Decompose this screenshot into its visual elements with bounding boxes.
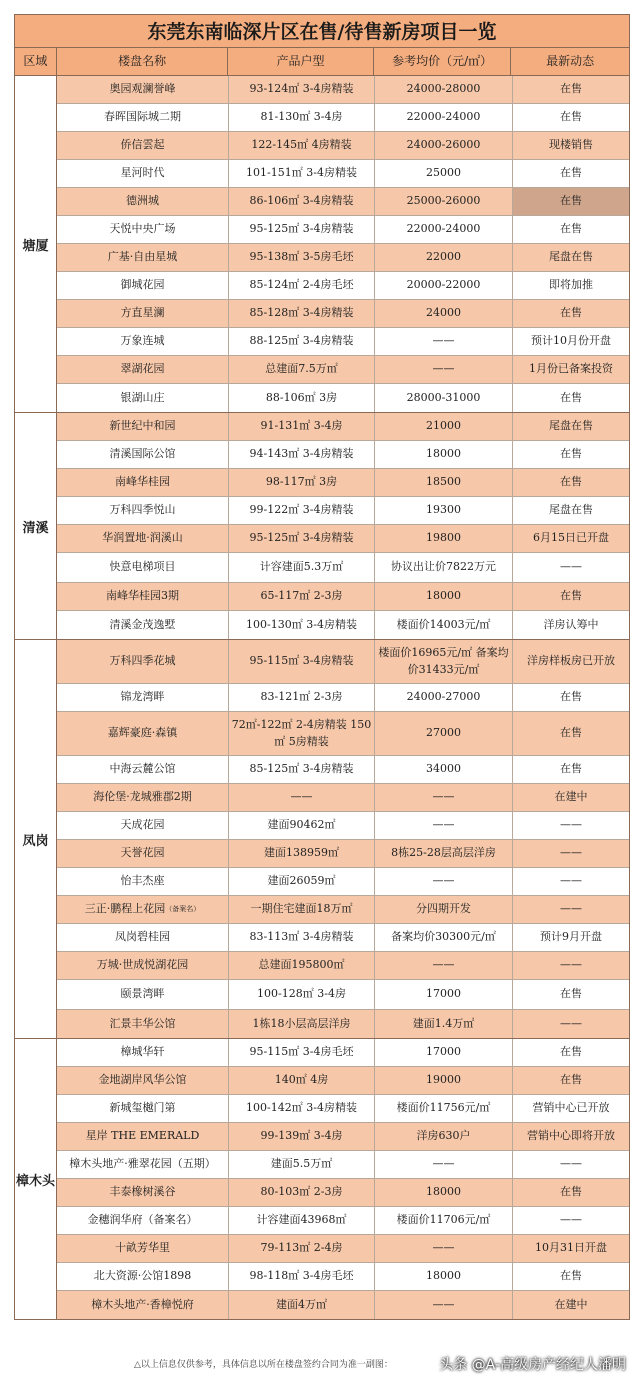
- table-row: [57, 469, 629, 497]
- latest-status: 营销中心已开放: [532, 1101, 610, 1115]
- region-label: 凤岗: [15, 640, 57, 1038]
- project-name: [57, 1291, 229, 1319]
- project-name: [57, 1123, 229, 1150]
- reference-price: 22000-24000: [375, 104, 513, 131]
- table-row: [57, 1095, 629, 1123]
- reference-price: 备案均价30300元/㎡: [375, 924, 513, 951]
- table-row: [57, 896, 629, 924]
- project-name-text: 北大资源·公馆1898: [93, 1269, 192, 1283]
- project-name-text: 怡丰杰座: [120, 874, 165, 888]
- table-row: [57, 1291, 629, 1319]
- reference-price: 21000: [375, 413, 513, 440]
- table-row: [57, 924, 629, 952]
- header-region: 区域: [15, 48, 57, 75]
- product-type: 72㎡-122㎡ 2-4房精装 150㎡ 5房精装: [229, 712, 375, 755]
- reference-price: 19800: [375, 525, 513, 552]
- region-group: [14, 413, 630, 640]
- project-name-text: 清溪金茂逸墅: [109, 617, 176, 631]
- project-name-text: 嘉辉豪庭·森镇: [107, 726, 178, 740]
- product-type: 85-125㎡ 3-4房精装: [229, 756, 375, 783]
- project-name-text: 中海云麓公馆: [109, 762, 176, 776]
- reference-price: 18000: [375, 1263, 513, 1290]
- latest-status: 现楼销售: [549, 138, 593, 152]
- product-type: 95-115㎡ 3-4房精装: [229, 640, 375, 683]
- product-type: 85-128㎡ 3-4房精装: [229, 300, 375, 327]
- reference-price: ——: [375, 784, 513, 811]
- product-type: 95-115㎡ 3-4房毛坯: [229, 1039, 375, 1066]
- product-type: 80-103㎡ 2-3房: [229, 1179, 375, 1206]
- project-name: [57, 328, 229, 355]
- project-name: [57, 952, 229, 979]
- reference-price: 建面1.4万㎡: [375, 1010, 513, 1038]
- table-row: [57, 1235, 629, 1263]
- product-type: 98-118㎡ 3-4房毛坯: [229, 1263, 375, 1290]
- product-type: 91-131㎡ 3-4房: [229, 413, 375, 440]
- table-row: [57, 980, 629, 1010]
- region-label: 塘厦: [15, 76, 57, 412]
- product-type: 95-138㎡ 3-5房毛坯: [229, 244, 375, 271]
- table-row: [57, 952, 629, 980]
- latest-status: 尾盘在售: [549, 250, 593, 264]
- table-row: [57, 413, 629, 441]
- product-type: 79-113㎡ 2-4房: [229, 1235, 375, 1262]
- table-row: [57, 784, 629, 812]
- region-group: [14, 640, 630, 1039]
- latest-status: ——: [560, 1016, 582, 1030]
- latest-status: 10月31日开盘: [535, 1241, 607, 1255]
- latest-status: 洋房认筹中: [543, 617, 599, 631]
- project-name-text: 华润置地·润溪山: [102, 531, 183, 545]
- reference-price: 18500: [375, 469, 513, 496]
- latest-status: 在建中: [554, 1297, 588, 1311]
- latest-status: 即将加推: [549, 278, 593, 292]
- project-name-text: 天誉花园: [120, 846, 165, 860]
- project-name-text: 海伦堡·龙城雅郡2期: [93, 790, 192, 804]
- project-name-text: 丰泰橡树溪谷: [109, 1185, 176, 1199]
- reference-price: 18000: [375, 441, 513, 468]
- latest-status: ——: [560, 958, 582, 972]
- project-name-text: 新城玺樾门第: [109, 1101, 176, 1115]
- project-name: [57, 712, 229, 755]
- project-name-text: 颐景湾畔: [120, 987, 165, 1001]
- latest-status: 在售: [560, 690, 582, 704]
- product-type: 98-117㎡ 3房: [229, 469, 375, 496]
- project-name-text: 金地湖岸风华公馆: [98, 1073, 187, 1087]
- latest-status: ——: [560, 1157, 582, 1171]
- table-row: [57, 328, 629, 356]
- project-name: [57, 924, 229, 951]
- table-row: [57, 104, 629, 132]
- product-type: 建面5.5万㎡: [229, 1151, 375, 1178]
- latest-status: 营销中心即将开放: [527, 1129, 615, 1143]
- project-name: [57, 1207, 229, 1234]
- latest-status: 预计10月份开盘: [531, 334, 611, 348]
- latest-status: ——: [560, 560, 582, 574]
- product-type: 140㎡ 4房: [229, 1067, 375, 1094]
- project-name-text: 广基·自由星城: [107, 250, 178, 264]
- project-name: [57, 980, 229, 1009]
- project-name: [57, 188, 229, 215]
- table-row: [57, 525, 629, 553]
- project-name: [57, 356, 229, 383]
- project-name: [57, 469, 229, 496]
- reference-price: ——: [375, 812, 513, 839]
- project-name-text: 樟木头地产·香樟悦府: [91, 1297, 194, 1311]
- footer: [14, 1352, 630, 1378]
- project-name-text: 德洲城: [126, 194, 159, 208]
- latest-status: 在建中: [554, 790, 588, 804]
- latest-status: 在售: [560, 475, 582, 489]
- region-group: [14, 1039, 630, 1320]
- product-type: 88-106㎡ 3房: [229, 384, 375, 412]
- product-type: 建面90462㎡: [229, 812, 375, 839]
- header-type: 产品户型: [228, 48, 374, 75]
- project-name: [57, 76, 229, 103]
- table-row: [57, 583, 629, 611]
- table-row: [57, 840, 629, 868]
- reference-price: 19300: [375, 497, 513, 524]
- project-name-text: 银湖山庄: [120, 390, 165, 404]
- table-row: [57, 812, 629, 840]
- reference-price: 25000: [375, 160, 513, 187]
- product-type: 建面26059㎡: [229, 868, 375, 895]
- project-name-text: 樟城华轩: [120, 1045, 165, 1059]
- reference-price: 22000: [375, 244, 513, 271]
- latest-status: 在售: [560, 1045, 582, 1059]
- reference-price: ——: [375, 1291, 513, 1319]
- product-type: 83-121㎡ 2-3房: [229, 684, 375, 711]
- project-name: [57, 1263, 229, 1290]
- product-type: 建面4万㎡: [229, 1291, 375, 1319]
- watermark: 头条 @A-高级房产经纪人潘明: [439, 1357, 626, 1373]
- header-name: 楼盘名称: [57, 48, 228, 75]
- latest-status: 尾盘在售: [549, 503, 593, 517]
- project-name-tag: （备案名）: [165, 905, 201, 914]
- project-name: [57, 1151, 229, 1178]
- latest-status: ——: [560, 846, 582, 860]
- product-type: 95-125㎡ 3-4房精装: [229, 525, 375, 552]
- reference-price: 24000: [375, 300, 513, 327]
- product-type: 88-125㎡ 3-4房精装: [229, 328, 375, 355]
- project-name: [57, 525, 229, 552]
- reference-price: 18000: [375, 583, 513, 610]
- product-type: 99-122㎡ 3-4房精装: [229, 497, 375, 524]
- project-name-text: 天成花园: [120, 818, 165, 832]
- reference-price: 洋房630户: [375, 1123, 513, 1150]
- project-name: [57, 684, 229, 711]
- table-row: [57, 272, 629, 300]
- product-type: 93-124㎡ 3-4房精装: [229, 76, 375, 103]
- project-name-text: 侨信雲起: [120, 138, 165, 152]
- product-type: 85-124㎡ 2-4房毛坯: [229, 272, 375, 299]
- project-name: [57, 132, 229, 159]
- latest-status: 在售: [560, 447, 582, 461]
- project-name: [57, 160, 229, 187]
- table-row: [57, 244, 629, 272]
- table-row: [57, 1010, 629, 1038]
- table-row: [57, 1151, 629, 1179]
- region-label: 清溪: [15, 413, 57, 639]
- product-type: 101-151㎡ 3-4房精装: [229, 160, 375, 187]
- project-name: [57, 1179, 229, 1206]
- project-name: [57, 784, 229, 811]
- table-row: [57, 76, 629, 104]
- project-name-text: 翠湖花园: [120, 362, 165, 376]
- reference-price: 17000: [375, 980, 513, 1009]
- table-row: [57, 132, 629, 160]
- project-name: [57, 553, 229, 582]
- product-type: 计容建面43968㎡: [229, 1207, 375, 1234]
- latest-status: 在售: [560, 1073, 582, 1087]
- reference-price: 19000: [375, 1067, 513, 1094]
- project-name-text: 方直星澜: [120, 306, 165, 320]
- project-name-text: 锦龙湾畔: [120, 690, 165, 704]
- product-type: 总建面195800㎡: [229, 952, 375, 979]
- product-type: 99-139㎡ 3-4房: [229, 1123, 375, 1150]
- table-row: [57, 1067, 629, 1095]
- latest-status: 1月份已备案投资: [529, 362, 613, 376]
- table-row: [57, 868, 629, 896]
- product-type: 100-142㎡ 3-4房精装: [229, 1095, 375, 1122]
- latest-status: 在售: [560, 222, 582, 236]
- project-name: [57, 216, 229, 243]
- latest-status: 6月15日已开盘: [533, 531, 609, 545]
- reference-price: ——: [375, 328, 513, 355]
- project-name-text: 南峰华桂园3期: [106, 589, 179, 603]
- product-type: 计容建面5.3万㎡: [229, 553, 375, 582]
- table-row: [57, 356, 629, 384]
- reference-price: 20000-22000: [375, 272, 513, 299]
- project-name-text: 汇景丰华公馆: [109, 1016, 176, 1030]
- project-name-text: 南峰华桂园: [115, 475, 170, 489]
- project-name: [57, 812, 229, 839]
- project-name: [57, 1010, 229, 1038]
- latest-status: 在售: [560, 726, 582, 740]
- table-row: [57, 216, 629, 244]
- table-row: [57, 756, 629, 784]
- latest-status: 在售: [513, 188, 629, 215]
- latest-status: ——: [560, 1213, 582, 1227]
- reference-price: 楼面价11756元/㎡: [375, 1095, 513, 1122]
- latest-status: 预计9月开盘: [540, 930, 602, 944]
- latest-status: 在售: [560, 110, 582, 124]
- project-name-text: 万科四季花城: [109, 654, 176, 668]
- latest-status: 在售: [560, 166, 582, 180]
- table-row: [57, 160, 629, 188]
- product-type: 94-143㎡ 3-4房精装: [229, 441, 375, 468]
- latest-status: ——: [560, 902, 582, 916]
- header-status: 最新动态: [546, 54, 595, 68]
- project-name: [57, 413, 229, 440]
- latest-status: ——: [560, 818, 582, 832]
- reference-price: 18000: [375, 1179, 513, 1206]
- reference-price: 8栋25-28层高层洋房: [375, 840, 513, 867]
- reference-price: 17000: [375, 1039, 513, 1066]
- product-type: 122-145㎡ 4房精装: [229, 132, 375, 159]
- reference-price: ——: [375, 868, 513, 895]
- project-name: [57, 1095, 229, 1122]
- project-name: [57, 384, 229, 412]
- reference-price: 协议出让价7822万元: [375, 553, 513, 582]
- product-type: 65-117㎡ 2-3房: [229, 583, 375, 610]
- project-name: [57, 497, 229, 524]
- project-name: [57, 1235, 229, 1262]
- header-price: 参考均价（元/㎡）: [374, 48, 512, 75]
- latest-status: 洋房样板房已开放: [527, 654, 615, 668]
- reference-price: 分四期开发: [375, 896, 513, 923]
- reference-price: ——: [375, 356, 513, 383]
- project-name-text: 清溪国际公馆: [109, 447, 176, 461]
- project-name-text: 御城花园: [120, 278, 165, 292]
- project-name: [57, 756, 229, 783]
- latest-status: 尾盘在售: [549, 419, 593, 433]
- table-title: 东莞东南临深片区在售/待售新房项目一览: [14, 14, 630, 48]
- latest-status: 在售: [560, 1185, 582, 1199]
- project-name: [57, 300, 229, 327]
- product-type: 1栋18小层高层洋房: [229, 1010, 375, 1038]
- reference-price: 24000-27000: [375, 684, 513, 711]
- table-row: [57, 384, 629, 412]
- project-name-text: 新世纪中和园: [109, 419, 176, 433]
- reference-price: ——: [375, 1235, 513, 1262]
- project-name-text: 星岸 THE EMERALD: [85, 1129, 200, 1143]
- reference-price: 楼面价14003元/㎡: [375, 611, 513, 639]
- project-name-text: 快意电梯项目: [109, 560, 176, 574]
- project-name-text: 金穗润华府（备案名）: [87, 1213, 198, 1227]
- project-name-text: 三正·鹏程上花园: [84, 902, 166, 916]
- footer-note: △以上信息仅供参考，具体信息以所在楼盘签约合同为准一副图：: [134, 1360, 393, 1370]
- product-type: ——: [229, 784, 375, 811]
- latest-status: 在售: [560, 987, 582, 1001]
- project-name: [57, 104, 229, 131]
- reference-price: 28000-31000: [375, 384, 513, 412]
- latest-status: 在售: [560, 82, 582, 96]
- table-row: [57, 712, 629, 756]
- product-type: 一期住宅建面18万㎡: [229, 896, 375, 923]
- table-body: [14, 76, 630, 1320]
- reference-price: 楼面价16965元/㎡ 备案均价31433元/㎡: [375, 640, 513, 683]
- reference-price: 楼面价11706元/㎡: [375, 1207, 513, 1234]
- project-name: [57, 1067, 229, 1094]
- latest-status: 在售: [560, 390, 582, 404]
- project-name: [57, 896, 229, 923]
- reference-price: ——: [375, 952, 513, 979]
- latest-status: 在售: [560, 306, 582, 320]
- table-row: [57, 497, 629, 525]
- project-name-text: 奥园观澜誉峰: [109, 82, 176, 96]
- project-name: [57, 272, 229, 299]
- latest-status: 在售: [560, 589, 582, 603]
- table-row: [57, 611, 629, 639]
- table-row: [57, 640, 629, 684]
- product-type: 81-130㎡ 3-4房: [229, 104, 375, 131]
- project-name-text: 樟木头地产·雅翠花园（五期）: [69, 1157, 216, 1171]
- reference-price: 24000-26000: [375, 132, 513, 159]
- product-type: 95-125㎡ 3-4房精装: [229, 216, 375, 243]
- product-type: 83-113㎡ 3-4房精装: [229, 924, 375, 951]
- project-name: [57, 441, 229, 468]
- project-name-text: 凤岗碧桂园: [115, 930, 170, 944]
- table-row: [57, 1123, 629, 1151]
- table-row: [57, 684, 629, 712]
- product-type: 86-106㎡ 3-4房精装: [229, 188, 375, 215]
- project-name-text: 星河时代: [120, 166, 165, 180]
- project-name-text: 万城·世成悦湖花园: [96, 958, 189, 972]
- latest-status: 在售: [560, 762, 582, 776]
- product-type: 建面138959㎡: [229, 840, 375, 867]
- reference-price: 24000-28000: [375, 76, 513, 103]
- project-name-text: 万科四季悦山: [109, 503, 176, 517]
- table-row: [57, 188, 629, 216]
- project-name-text: 万象连城: [120, 334, 165, 348]
- latest-status: 在售: [560, 1269, 582, 1283]
- project-name: [57, 583, 229, 610]
- project-name-text: 天悦中央广场: [109, 222, 176, 236]
- product-type: 100-130㎡ 3-4房精装: [229, 611, 375, 639]
- table-row: [57, 1179, 629, 1207]
- table-row: [57, 300, 629, 328]
- table-row: [57, 1207, 629, 1235]
- project-name-text: 春晖国际城二期: [104, 110, 181, 124]
- project-name: [57, 840, 229, 867]
- project-name: [57, 244, 229, 271]
- table-row: [57, 1039, 629, 1067]
- project-name: [57, 640, 229, 683]
- project-name: [57, 611, 229, 639]
- project-name: [57, 868, 229, 895]
- latest-status: ——: [560, 874, 582, 888]
- table-row: [57, 1263, 629, 1291]
- reference-price: 22000-24000: [375, 216, 513, 243]
- region-group: [14, 76, 630, 413]
- project-name-text: 十畝芳华里: [115, 1241, 170, 1255]
- table-header: [14, 48, 630, 76]
- reference-price: 27000: [375, 712, 513, 755]
- table-row: [57, 441, 629, 469]
- reference-price: 34000: [375, 756, 513, 783]
- project-name: [57, 1039, 229, 1066]
- table-row: [57, 553, 629, 583]
- region-label: 樟木头: [15, 1039, 57, 1319]
- reference-price: 25000-26000: [375, 188, 513, 215]
- product-type: 100-128㎡ 3-4房: [229, 980, 375, 1009]
- product-type: 总建面7.5万㎡: [229, 356, 375, 383]
- reference-price: ——: [375, 1151, 513, 1178]
